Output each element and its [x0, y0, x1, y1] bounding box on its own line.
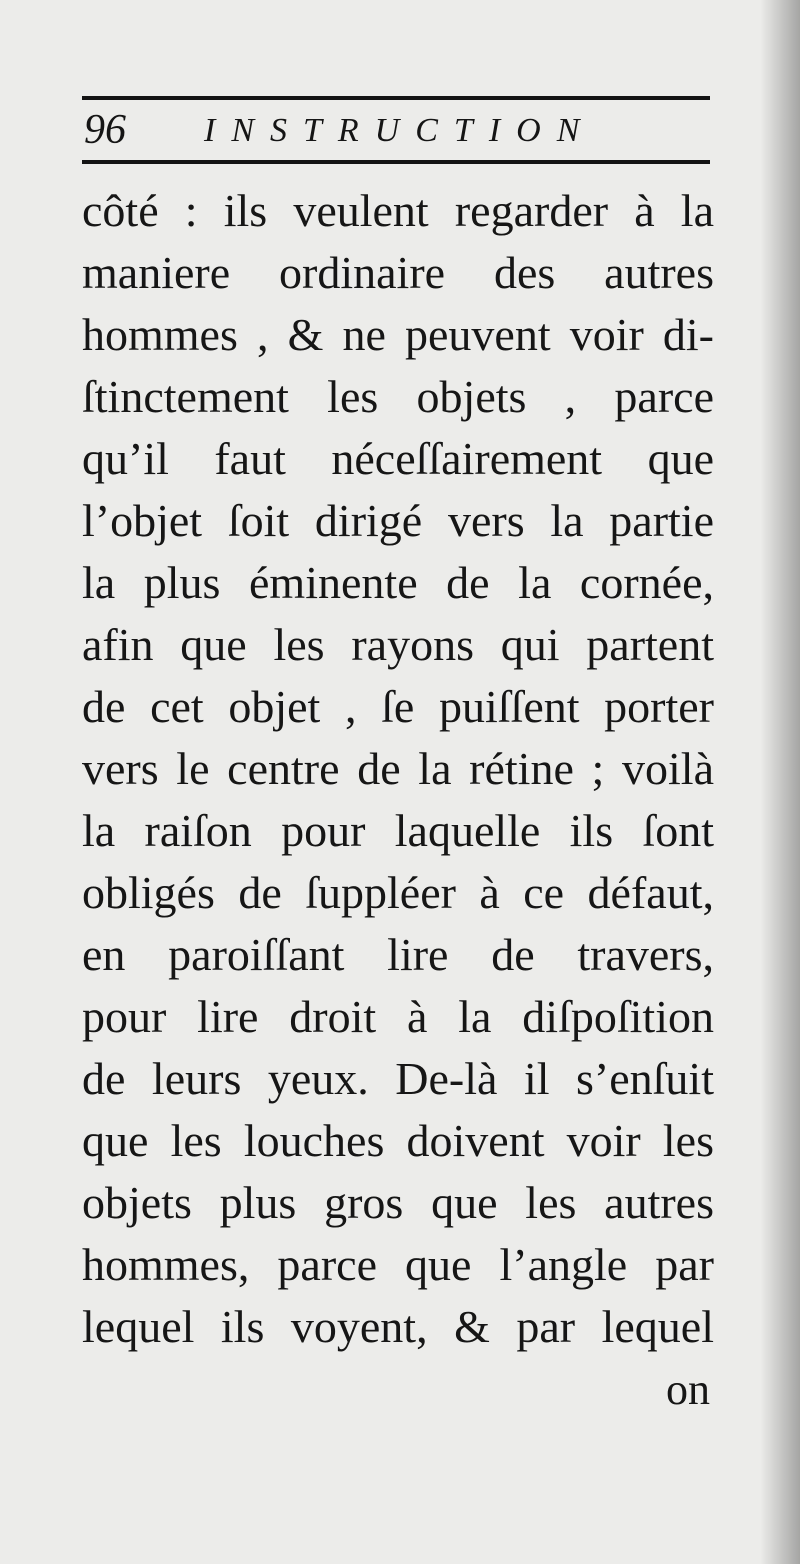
text-line: objets plus gros que les autres — [82, 1177, 714, 1228]
page-edge-shadow — [760, 0, 800, 1564]
text-line: qu’il faut néceſſairement que — [82, 433, 714, 484]
running-head: INSTRUCTION — [204, 112, 596, 149]
text-line: la plus éminente de la cornée, — [82, 557, 714, 608]
text-line: obligés de ſuppléer à ce défaut, — [82, 867, 714, 918]
catchword: on — [666, 1365, 710, 1414]
page-header — [84, 104, 704, 158]
catchword-row — [82, 1358, 714, 1420]
text-line: côté : ils veulent regarder à la — [82, 185, 714, 236]
text-line: ſtinctement les objets , parce — [82, 371, 714, 422]
text-line: hommes , & ne peuvent voir di- — [82, 309, 714, 360]
text-line: pour lire droit à la diſpoſition — [82, 991, 714, 1042]
text-line: lequel ils voyent, & par lequel — [82, 1301, 714, 1352]
text-line: que les louches doivent voir les — [82, 1115, 714, 1166]
text-line: en paroiſſant lire de travers, — [82, 929, 714, 980]
text-line: de cet objet , ſe puiſſent porter — [82, 681, 714, 732]
text-line: hommes, parce que l’angle par — [82, 1239, 714, 1290]
text-line: l’objet ſoit dirigé vers la partie — [82, 495, 714, 546]
text-line: maniere ordinaire des autres — [82, 247, 714, 298]
text-line: vers le centre de la rétine ; voilà — [82, 743, 714, 794]
body-text — [82, 180, 714, 1420]
text-line: la raiſon pour laquelle ils ſont — [82, 805, 714, 856]
text-line: afin que les rayons qui partent — [82, 619, 714, 670]
header-top-rule — [82, 96, 710, 100]
page-number: 96 — [84, 107, 126, 153]
text-line: de leurs yeux. De-là il s’enſuit — [82, 1053, 714, 1104]
header-bottom-rule — [82, 160, 710, 164]
